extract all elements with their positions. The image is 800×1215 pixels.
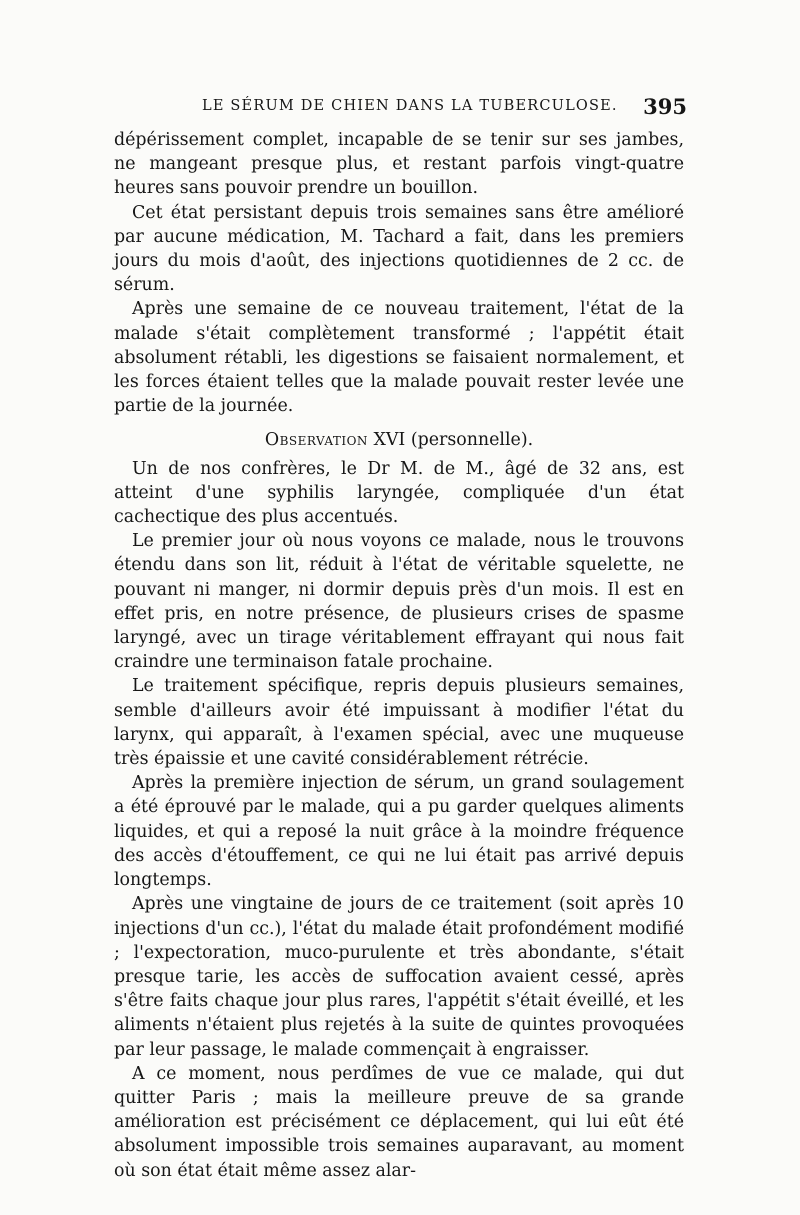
observation-label: Observation bbox=[264, 430, 368, 451]
paragraph: A ce moment, nous perdîmes de vue ce malade, qui dut quitter Paris ; mais la meilleure preuve de sa grande amélioration est précisément ce déplacement, qui lui eût été absolument impossible trois semaines auparavant, au moment où son état était même assez alar- bbox=[114, 1063, 684, 1181]
observation-qualifier: (personnelle). bbox=[410, 430, 534, 451]
paragraph: Le traitement spécifique, repris depuis plusieurs semaines, semble d'ailleurs avoir été impuissant à modifier l'état du larynx, qui apparaît, à l'examen spécial, avec une muqueuse très épaissie et une cavité considérablement rétrécie. bbox=[114, 676, 684, 770]
body-text bbox=[114, 128, 684, 1183]
observation-heading bbox=[114, 428, 684, 452]
paragraph: Après la première injection de sérum, un grand soulagement a été éprouvé par le malade, qui a pu garder quelques aliments liquides, et qui a reposé la nuit grâce à la moindre fréquence des accès d'étouffement, ce qui ne lui était pas arrivé depuis longtemps. bbox=[114, 773, 684, 891]
running-title: LE SÉRUM DE CHIEN DANS LA TUBERCULOSE. bbox=[202, 98, 618, 114]
paragraph: Le premier jour où nous voyons ce malade, nous le trouvons étendu dans son lit, réduit à l'état de véritable squelette, ne pouvant ni manger, ni dormir depuis près d'un mois. Il est en effet pris, en notre présence, de plusieurs crises de spasme laryngé, avec un tirage véritablement effrayant qui nous fait craindre une terminaison fatale prochaine. bbox=[114, 531, 684, 673]
paragraph: Après une vingtaine de jours de ce traitement (soit après 10 injections d'un cc.), l'état du malade était profondément modifié ; l'expectoration, muco-purulente et très abondante, s'était presque tarie, les accès de suffocation avaient cessé, après s'être faits chaque jour plus rares, l'appétit s'était éveillé, et les aliments n'étaient plus rejetés à la suite de quintes provoquées par leur passage, le malade commençait à engraisser. bbox=[114, 894, 684, 1060]
running-head bbox=[112, 94, 687, 124]
page-number: 395 bbox=[643, 94, 687, 119]
paragraph: Après une semaine de ce nouveau traitement, l'état de la malade s'était complètement transformé ; l'appétit était absolument rétabli, les digestions se faisaient normalement, et les forces étaient telles que la malade pouvait rester levée une partie de la journée. bbox=[114, 299, 684, 417]
observation-number: XVI bbox=[373, 430, 406, 451]
paragraph-continuation: dépérissement complet, incapable de se tenir sur ses jambes, ne mangeant presque plus, et restant parfois vingt-quatre heures sans pouvoir prendre un bouillon. bbox=[114, 130, 684, 199]
paragraph: Cet état persistant depuis trois semaines sans être amélioré par aucune médication, M. Tachard a fait, dans les premiers jours du mois d'août, des injections quotidiennes de 2 cc. de sérum. bbox=[114, 202, 684, 296]
paragraph: Un de nos confrères, le Dr M. de M., âgé de 32 ans, est atteint d'une syphilis laryngée, compliquée d'un état cachectique des plus accentués. bbox=[114, 458, 684, 528]
